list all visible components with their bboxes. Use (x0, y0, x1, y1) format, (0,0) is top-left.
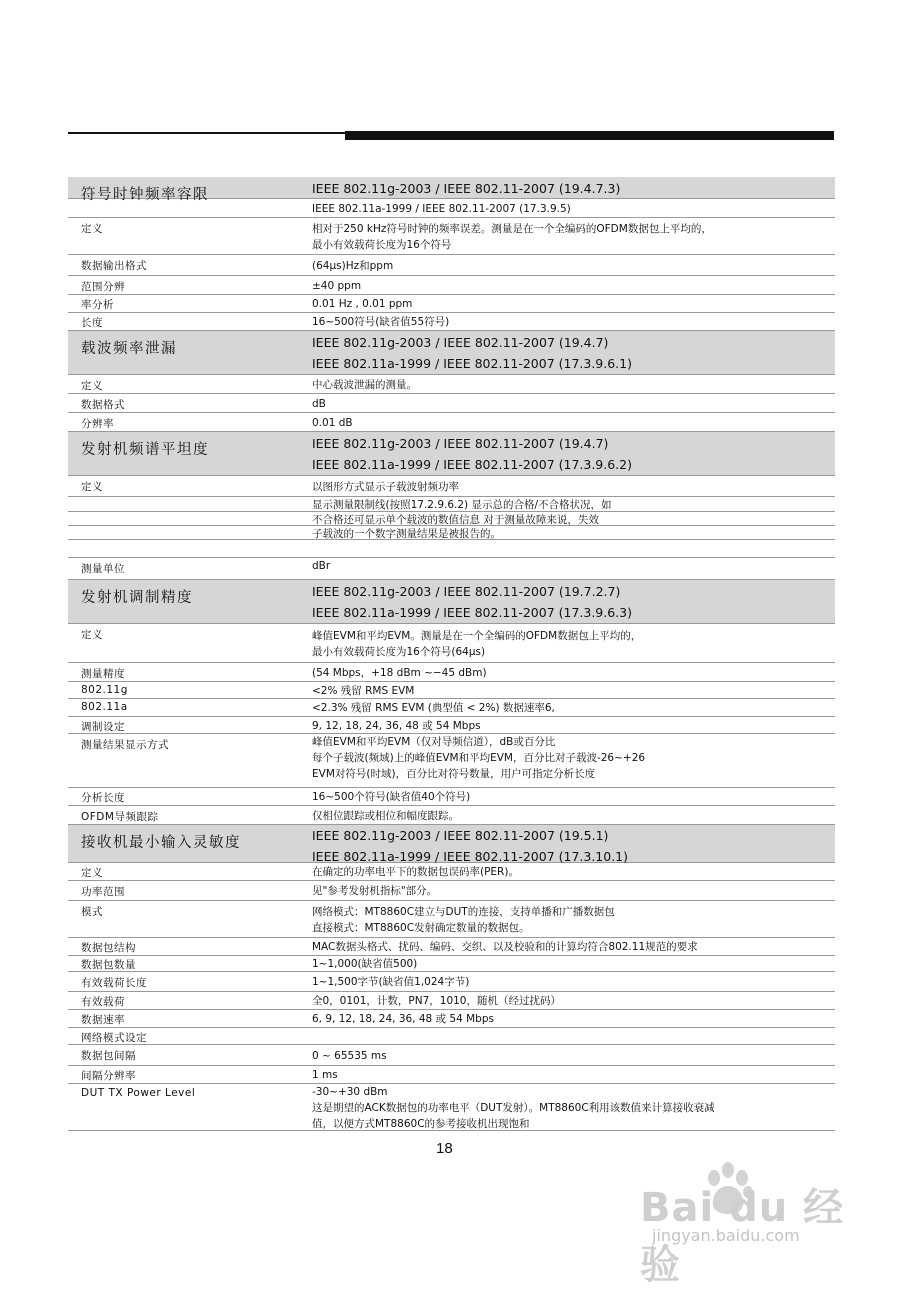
spec-value (312, 883, 827, 899)
spec-value (312, 258, 827, 274)
spec-label: 数据包结构 (81, 942, 136, 954)
spec-value (312, 278, 827, 294)
spec-label: 测量精度 (81, 667, 125, 680)
spec-value-line: <2.3% 残留 RMS EVM (典型值 < 2%) 数据速率6, (312, 702, 555, 714)
section-title: 发射机频谱平坦度 (81, 442, 209, 458)
spec-value-line: IEEE 802.11g-2003 / IEEE 802.11-2007 (19.4.7) (312, 335, 609, 350)
spec-value-line: 这是期望的ACK数据包的功率电平（DUT发射）。MT8860C利用该数值来计算接收衰减 (312, 1102, 715, 1114)
watermark (640, 1160, 850, 1288)
spec-label: 数据格式 (81, 398, 125, 411)
spec-value (312, 415, 827, 431)
spec-row (68, 558, 835, 580)
spec-row (68, 1066, 835, 1084)
spec-value (312, 332, 827, 374)
watermark-url: jingyan.baidu.com (652, 1226, 800, 1245)
section-title: 接收机最小输入灵敏度 (81, 835, 241, 851)
spec-label: 间隔分辨率 (81, 1070, 136, 1082)
spec-row (68, 1010, 835, 1028)
spec-row (68, 624, 835, 663)
spec-value-line: 网络模式：MT8860C建立与DUT的连接，支持单播和广播数据包 (312, 905, 615, 918)
spec-value (312, 1048, 827, 1064)
section-header-row (68, 580, 835, 624)
spec-label: 802.11a (81, 701, 128, 713)
spec-value-line: IEEE 802.11a-1999 / IEEE 802.11-2007 (17.3.9.5) (312, 202, 571, 215)
spec-row (68, 497, 835, 512)
section-title: 发射机调制精度 (81, 590, 193, 606)
spec-value (312, 558, 827, 574)
spec-value (312, 789, 827, 805)
spec-row (68, 276, 835, 295)
spec-value (312, 683, 827, 699)
spec-row (68, 255, 835, 276)
spec-label: OFDM导频跟踪 (81, 810, 159, 823)
spec-value (312, 296, 827, 312)
spec-value-line: 值，以便方式MT8860C的参考接收机出现饱和 (312, 1118, 530, 1130)
spec-value (312, 479, 827, 495)
spec-row (68, 663, 835, 682)
spec-row (68, 806, 835, 825)
spec-row (68, 476, 835, 497)
spec-row (68, 734, 835, 788)
spec-value-line: 16~500个符号(缺省值40个符号) (312, 791, 471, 803)
spec-label: 定义 (81, 481, 103, 493)
spec-value-line: IEEE 802.11g-2003 / IEEE 802.11-2007 (19.4.7.3) (312, 180, 621, 196)
spec-value-line: dBr (312, 560, 331, 572)
section-title: 载波频率泄漏 (81, 341, 177, 357)
spec-value-line: 直接模式：MT8860C发射确定数量的数据包。 (312, 921, 530, 934)
spec-row (68, 972, 835, 992)
spec-label: 范围分辨 (81, 280, 125, 293)
spec-row (68, 394, 835, 413)
spec-label: 802.11g (81, 683, 128, 696)
spec-row (68, 540, 835, 558)
spec-value-line: 以图形方式显示子载波射频功率 (312, 480, 459, 493)
spec-value (312, 734, 827, 782)
spec-label: 定义 (81, 379, 103, 392)
spec-value (312, 1067, 827, 1083)
spec-value-line: 每个子载波(频域)上的峰值EVM和平均EVM，百分比对子载波-26~+26 (312, 752, 646, 764)
spec-value-line: IEEE 802.11g-2003 / IEEE 802.11-2007 (19.7.2.7) (312, 584, 621, 599)
spec-row (68, 682, 835, 699)
spec-label: DUT TX Power Level (81, 1087, 196, 1099)
spec-label: 定义 (81, 629, 103, 641)
spec-row (68, 956, 835, 972)
spec-value (312, 433, 827, 475)
spec-value-line: 0 ~ 65535 ms (312, 1049, 387, 1062)
spec-value-line: 相对于250 kHz符号时钟的频率误差。测量是在一个全编码的OFDM数据包上平均的， (312, 222, 712, 235)
spec-value (312, 314, 827, 330)
spec-value (312, 939, 827, 955)
spec-value-line: 0.01 dB (312, 416, 353, 429)
spec-value (312, 825, 827, 867)
spec-label: 分辨率 (81, 417, 114, 430)
spec-row (68, 375, 835, 394)
spec-value (312, 497, 827, 513)
spec-value-line: IEEE 802.11a-1999 / IEEE 802.11-2007 (17.3.9.6.3) (312, 605, 632, 620)
spec-row (68, 199, 835, 218)
spec-value-line: 1~1,000(缺省值500) (312, 958, 418, 970)
spec-value-line: 峰值EVM和平均EVM（仅对导频信道），dB或百分比 (312, 736, 556, 748)
spec-value-line: MAC数据头格式、扰码、编码、交织、以及校验和的计算均符合802.11规范的要求 (312, 941, 698, 953)
spec-row (68, 717, 835, 734)
spec-value-line: dB (312, 397, 326, 410)
spec-value (312, 700, 827, 716)
spec-value (312, 808, 827, 824)
spec-label: 网络模式设定 (81, 1031, 147, 1044)
spec-label: 有效载荷长度 (81, 977, 147, 989)
spec-value-line: IEEE 802.11a-1999 / IEEE 802.11-2007 (17.3.9.6.2) (312, 457, 632, 472)
spec-label: 数据速率 (81, 1014, 125, 1026)
spec-row (68, 938, 835, 956)
spec-label: 数据输出格式 (81, 260, 147, 272)
spec-row (68, 699, 835, 717)
spec-value-line: -30~+30 dBm (312, 1086, 388, 1098)
spec-value-line: 在确定的功率电平下的数据包误码率(PER)。 (312, 866, 519, 878)
spec-value-line: 6, 9, 12, 18, 24, 36, 48 或 54 Mbps (312, 1013, 494, 1025)
spec-label: 有效载荷 (81, 996, 125, 1008)
spec-row (68, 881, 835, 901)
spec-row (68, 1045, 835, 1066)
spec-value-line: IEEE 802.11g-2003 / IEEE 802.11-2007 (19.4.7) (312, 436, 609, 451)
spec-label: 长度 (81, 317, 103, 329)
spec-label: 测量结果显示方式 (81, 739, 169, 751)
spec-value (312, 201, 827, 217)
spec-value-line: 0.01 Hz , 0.01 ppm (312, 298, 413, 310)
watermark-brand: Bai du 经验 (640, 1185, 845, 1288)
spec-row (68, 863, 835, 881)
spec-row (68, 218, 835, 255)
spec-value (312, 864, 827, 880)
section-header-row (68, 432, 835, 476)
spec-value-line: IEEE 802.11g-2003 / IEEE 802.11-2007 (19.5.1) (312, 828, 609, 843)
spec-value-line: (64µs)Hz和ppm (312, 259, 394, 272)
section-header-row (68, 331, 835, 375)
spec-row (68, 901, 835, 938)
section-header-row (68, 825, 835, 863)
spec-label: 定义 (81, 223, 103, 235)
spec-table (68, 177, 835, 1131)
spec-value (312, 628, 827, 660)
header-rule-thick (345, 131, 834, 140)
spec-value-line: 显示测量限制线(按照17.2.9.6.2) 显示总的合格/不合格状况，如 (312, 499, 612, 511)
spec-value (312, 718, 827, 734)
spec-value-line: 1 ms (312, 1069, 338, 1081)
spec-row (68, 992, 835, 1010)
spec-value (312, 1084, 827, 1132)
spec-value-line: 峰值EVM和平均EVM。测量是在一个全编码的OFDM数据包上平均的， (312, 629, 642, 642)
spec-value-line: 最小有效载荷长度为16个符号(64µs) (312, 645, 486, 658)
spec-value (312, 581, 827, 623)
spec-value (312, 665, 827, 681)
spec-label: 数据包间隔 (81, 1050, 136, 1062)
spec-value-line: 16~500符号(缺省值55符号) (312, 316, 450, 328)
spec-value-line: 1~1,500字节(缺省值1,024字节) (312, 976, 470, 988)
spec-value-line: 全0，0101，计数，PN7，1010，随机（经过扰码） (312, 995, 561, 1007)
spec-row (68, 1084, 835, 1131)
spec-label: 测量单位 (81, 563, 125, 575)
spec-label: 调制设定 (81, 720, 125, 733)
spec-label: 率分析 (81, 299, 114, 311)
spec-label: 模式 (81, 906, 103, 918)
spec-value (312, 956, 827, 972)
spec-row (68, 313, 835, 331)
section-title: 符号时钟频率容限 (81, 187, 209, 203)
spec-value-line: IEEE 802.11a-1999 / IEEE 802.11-2007 (17.3.9.6.1) (312, 356, 632, 371)
spec-value (312, 993, 827, 1009)
spec-value-line: IEEE 802.11a-1999 / IEEE 802.11-2007 (17.3.10.1) (312, 849, 629, 864)
spec-value-line: (54 Mbps，+18 dBm ~−45 dBm) (312, 666, 487, 679)
header-rule-thin (68, 132, 345, 134)
spec-row (68, 526, 835, 540)
spec-row (68, 295, 835, 313)
spec-value (312, 974, 827, 990)
spec-value-line: 子载波的一个数字测量结果是被报告的。 (312, 528, 501, 540)
spec-value (312, 178, 827, 199)
spec-value-line: 中心载波泄漏的测量。 (312, 378, 417, 391)
spec-label: 分析长度 (81, 792, 125, 804)
spec-row (68, 413, 835, 432)
spec-value (312, 1011, 827, 1027)
spec-label: 数据包数量 (81, 959, 136, 971)
spec-value-line: 9, 12, 18, 24, 36, 48 或 54 Mbps (312, 719, 481, 732)
spec-row (68, 788, 835, 806)
spec-value-line: ±40 ppm (312, 279, 362, 292)
spec-row (68, 1028, 835, 1045)
spec-value-line: 仅相位跟踪或相位和幅度跟踪。 (312, 809, 459, 822)
spec-value-line: 见"参考发射机指标"部分。 (312, 885, 438, 897)
spec-value-line: 最小有效载荷长度为16个符号 (312, 238, 452, 251)
spec-value (312, 904, 827, 936)
spec-value (312, 377, 827, 393)
spec-value-line: <2% 残留 RMS EVM (312, 684, 415, 697)
page-number: 18 (436, 1140, 453, 1157)
spec-value (312, 396, 827, 412)
spec-value-line: EVM对符号(时域)，百分比对符号数量，用户可指定分析长度 (312, 768, 596, 780)
section-header-row (68, 177, 835, 203)
spec-value (312, 221, 827, 253)
spec-label: 功率范围 (81, 886, 125, 898)
spec-value-line: 不合格还可显示单个载波的数值信息 对于测量故障来说，失效 (312, 514, 599, 526)
spec-label: 定义 (81, 867, 103, 879)
spec-row (68, 512, 835, 526)
